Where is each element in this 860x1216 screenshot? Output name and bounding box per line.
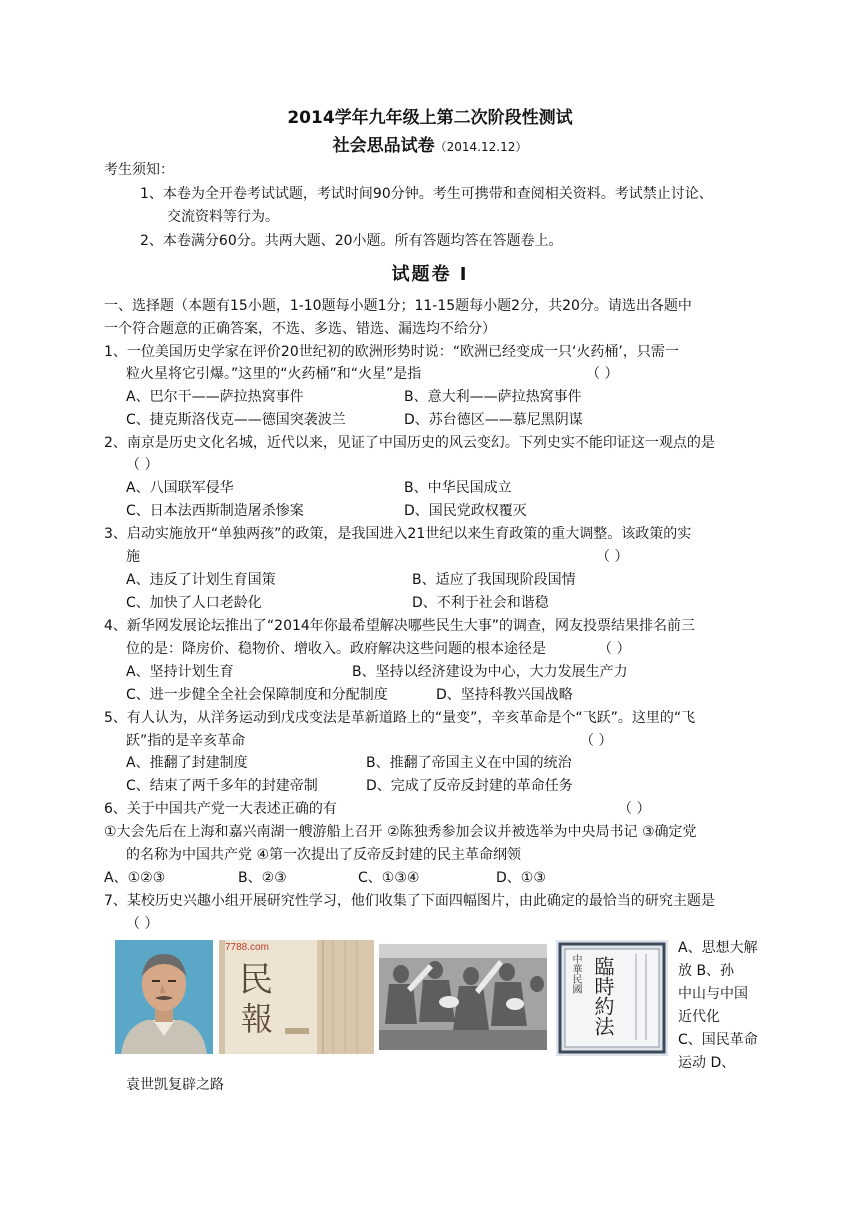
q4-option-d: D、坚持科教兴国战略 [436,687,573,703]
q3-option-c: C、加快了人口老龄化 [126,595,262,611]
notice-item-2: 2、本卷满分60分。共两大题、20小题。所有答题均答在答题卷上。 [140,233,563,249]
notice-item-1-line-2: 交流资料等行为。 [167,209,279,225]
q4-option-b: B、坚持以经济建设为中心，大力发展生产力 [352,664,628,680]
exam-title: 2014学年九年级上第二次阶段性测试 [287,108,573,128]
q1-stem-line-2: 粒火星将它引爆。”这里的“火药桶”和“火星”是指 [126,366,422,382]
minbao-char-1: 民 [239,960,273,1000]
q6-stem-line-2: ①大会先后在上海和嘉兴南湖一艘游船上召开 ②陈独秀参加会议并被选举为中央局书记 ③确定党 [104,824,697,840]
q4-option-c: C、进一步健全全社会保障制度和分配制度 [126,687,388,703]
q6-option-c: C、①③④ [358,870,420,886]
watermark-text: 7788.com [225,942,269,953]
q3-option-d: D、不利于社会和谐稳 [412,595,549,611]
q4-answer-paren: （ ） [598,641,631,657]
constitution-title-text: 臨時約法 [591,956,615,1036]
q7-option-d-text: 袁世凯复辟之路 [126,1077,224,1093]
q1-option-b: B、意大利——萨拉热窝事件 [404,389,582,405]
q5-option-b: B、推翻了帝国主义在中国的统治 [366,755,572,771]
subtitle-text: 社会思品试卷 [332,136,435,156]
stone-relief-drawing [379,944,547,1050]
provisional-constitution-photo [556,940,668,1056]
q3-option-a: A、违反了计划生育国策 [126,572,276,588]
q3-option-b: B、适应了我国现阶段国情 [412,572,576,588]
q3-answer-paren: （ ） [596,549,629,565]
notice-item-1-line-1: 1、本卷为全开卷考试试题，考试时间90分钟。考生可携带和查阅相关资料。考试禁止讨论、 [140,186,713,202]
q7-side-line-2: 放 B、孙 [678,963,735,979]
part1-instructions-line-2: 一个符合题意的正确答案，不选、多选、错选、漏选均不给分） [104,321,496,337]
q7-stem-line-1: 7、某校历史兴趣小组开展研究性学习，他们收集了下面四幅图片，由此确定的最恰当的研究主题是 [104,893,715,909]
portrait-photo [115,940,213,1054]
q4-stem-line-1: 4、新华网发展论坛推出了“2014年你最希望解决哪些民生大事”的调查，网友投票结果排名前三 [104,618,696,634]
q1-option-d: D、苏台德区——慕尼黑阴谋 [404,412,583,428]
q5-stem-line-2: 跃”指的是辛亥革命 [126,733,246,749]
exam-subtitle [0,131,860,156]
q6-option-d: D、①③ [496,870,546,886]
q5-option-a: A、推翻了封建制度 [126,755,248,771]
q6-stem-line-3: 的名称为中国共产党 ④第一次提出了反帝反封建的民主革命纲领 [126,847,521,863]
q5-stem-line-1: 5、有人认为，从洋务运动到戊戌变法是革新道路上的“量变”，辛亥革命是个“飞跃”。这里的“飞 [104,710,696,726]
q2-answer-paren: （ ） [126,457,159,473]
q2-option-c: C、日本法西斯制造屠杀惨案 [126,503,304,519]
q1-option-a: A、巴尔干——萨拉热窝事件 [126,389,304,405]
q1-answer-paren: （ ） [586,366,619,382]
q7-side-line-3: 中山与中国 [678,986,748,1002]
q1-option-c: C、捷克斯洛伐克——德国突袭波兰 [126,412,346,428]
q7-side-line-6: 运动 D、 [678,1055,736,1071]
q7-side-line-5: C、国民革命 [678,1032,758,1048]
q4-stem-line-2: 位的是：降房价、稳物价、增收入。政府解决这些问题的根本途径是 [126,641,546,657]
q6-option-a: A、①②③ [104,870,166,886]
q3-stem-line-2: 施 [126,549,140,565]
q3-stem-line-1: 3、启动实施放开“单独两孩”的政策，是我国进入21世纪以来生育政策的重大调整。该政策的实 [104,526,692,542]
stone-relief-photo [379,944,547,1050]
q6-stem-line-1: 6、关于中国共产党一大表述正确的有 [104,801,337,817]
q7-side-line-4: 近代化 [678,1009,720,1025]
exam-date: （2014.12.12） [434,140,528,154]
q6-option-b: B、②③ [238,870,287,886]
q2-option-d: D、国民党政权覆灭 [404,503,527,519]
q5-option-d: D、完成了反帝反封建的革命任务 [366,778,573,794]
q2-option-b: B、中华民国成立 [404,480,512,496]
q2-option-a: A、八国联军侵华 [126,480,234,496]
q5-option-c: C、结束了两千多年的封建帝制 [126,778,318,794]
q7-answer-paren: （ ） [126,916,159,932]
notice-heading: 考生须知： [104,162,174,178]
q2-stem-line-1: 2、南京是历史文化名城，近代以来，见证了中国历史的风云变幻。下列史实不能印证这一观点的是 [104,435,715,451]
q4-option-a: A、坚持计划生育 [126,664,234,680]
q1-stem-line-1: 1、一位美国历史学家在评价20世纪初的欧洲形势时说：“欧洲已经变成一只‘火药桶’，只需一 [104,344,679,360]
q6-answer-paren: （ ） [618,801,651,817]
constitution-header-text: 中華民國 [570,954,581,994]
q5-answer-paren: （ ） [580,733,613,749]
portrait-photo-drawing [115,940,213,1054]
part1-instructions-line-1: 一、选择题（本题有15小题，1-10题每小题1分；11-15题每小题2分，共20分。请选出各题中 [104,298,692,314]
minbao-char-2: 報 [241,1000,274,1038]
section-title: 试题卷 Ⅰ [391,264,469,285]
minbao-newspaper-photo [219,940,374,1054]
q7-side-line-1: A、思想大解 [678,940,758,956]
